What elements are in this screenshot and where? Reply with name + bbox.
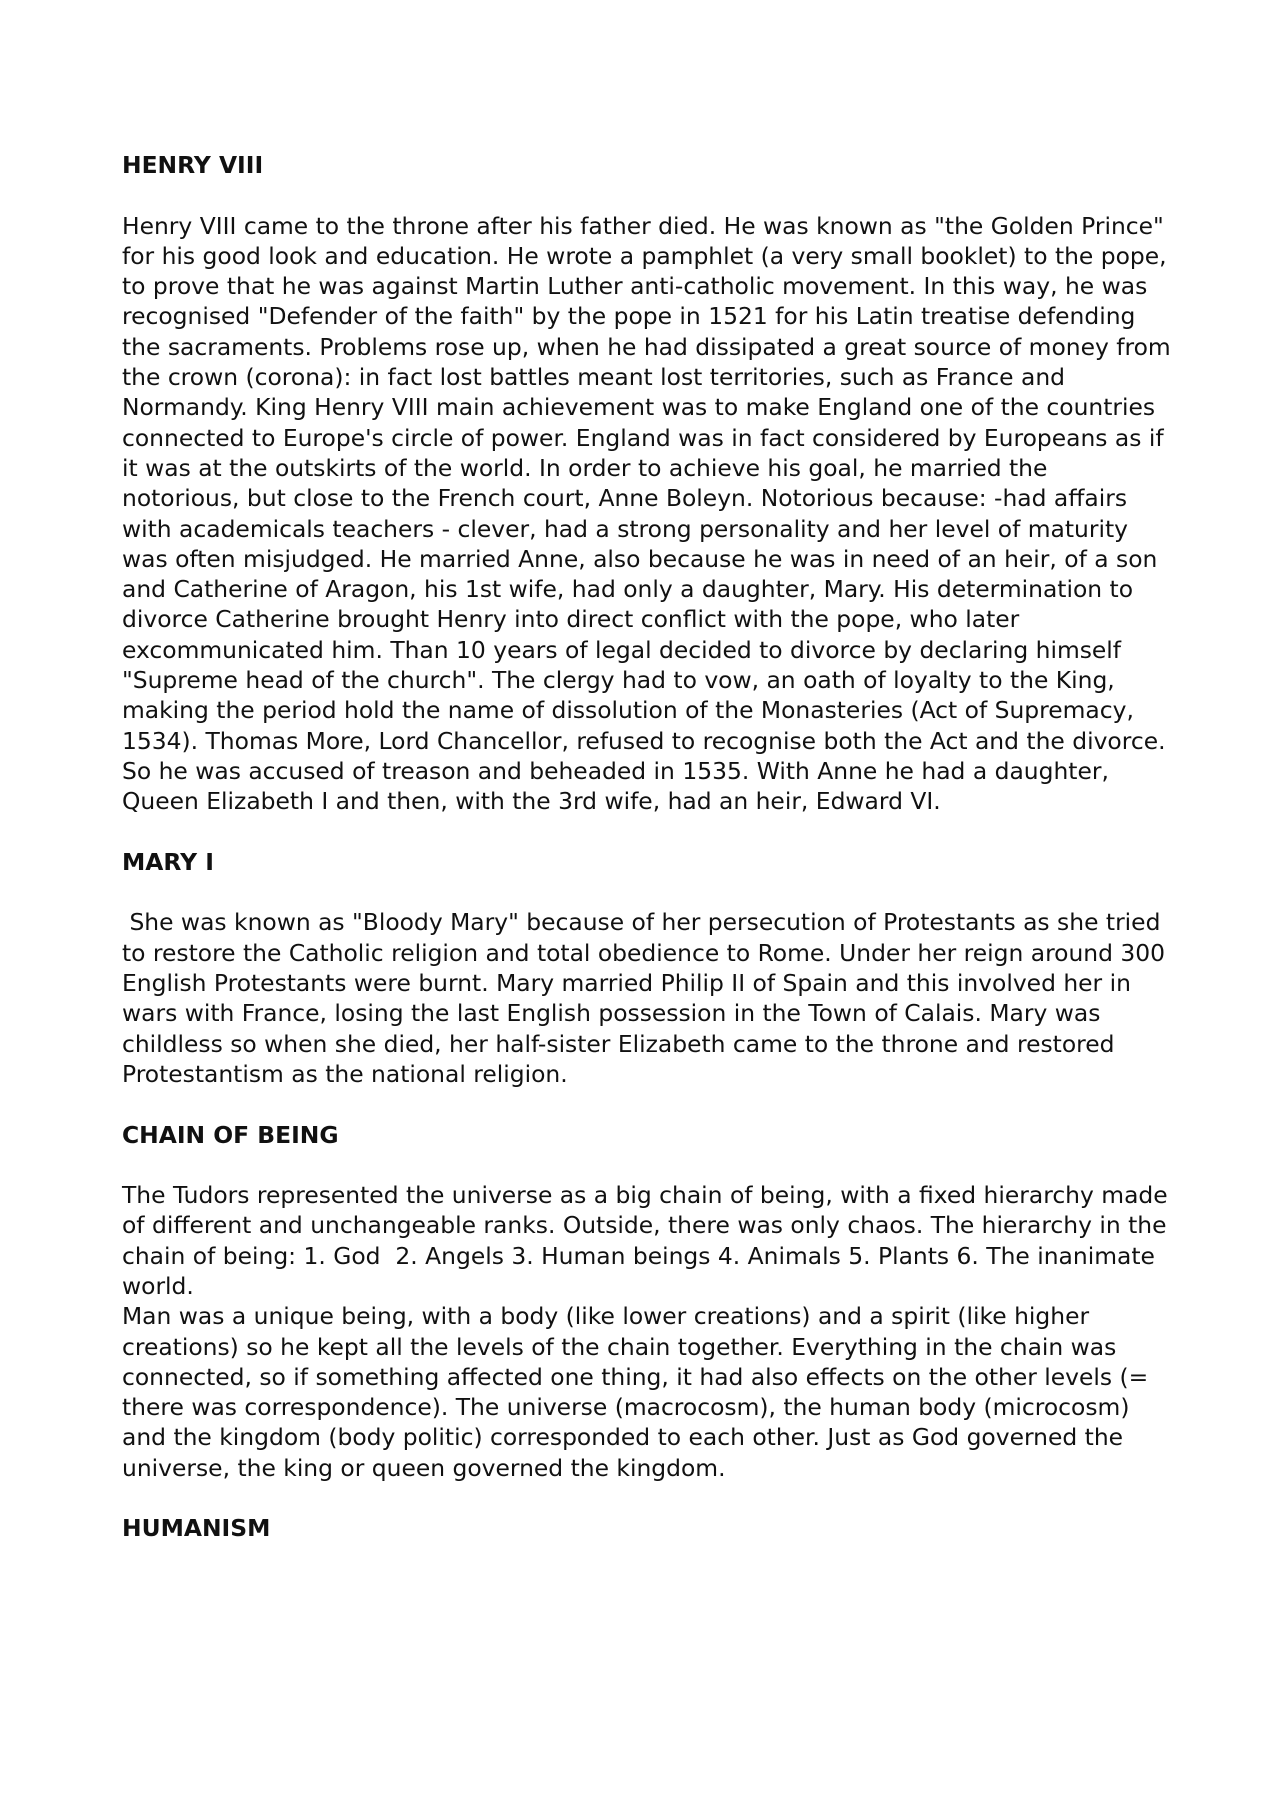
spacer [122,1089,1172,1119]
section-heading-humanism: HUMANISM [122,1514,271,1543]
spacer [122,1483,1172,1513]
section-heading-henry-viii: HENRY VIII [122,151,264,179]
paragraph-chain-of-being-1: The Tudors represented the universe as a big chain of being, with a fixed hierarchy made of different and unchangeable ranks. Outside, there was only chaos. The hierarchy in the chain of being: 1. God 2. Angels 3. Human beings 4. Animals 5. Plants 6. The inanimate world. [122,1181,1176,1300]
spacer [122,877,1172,907]
paragraph-mary-i: She was known as "Bloody Mary" because of her persecution of Protestants as she tried to restore the Catholic religion and total obedience to Rome. Under her reign around 300 English Protestants were burnt. Mary married Philip II of Spain and this involved her in wars with France, losing the last English possession in the Town of Calais. Mary was childless so when she died, her half-sister Elizabeth came to the throne and restored Protestantism as the national religion. [122,908,1173,1088]
paragraph-chain-of-being-2: Man was a unique being, with a body (like lower creations) and a spirit (like higher creations) so he kept all the levels of the chain together. Everything in the chain was connected, so if something affected one thing, it had also effects on the other levels (= there was correspondence). The universe (macrocosm), the human body (microcosm) and the kingdom (body politic) corresponded to each other. Just as God governed the universe, the king or queen governed the kingdom. [122,1302,1156,1482]
spacer [122,1150,1172,1180]
spacer [122,817,1172,847]
document-page [122,150,1179,1544]
paragraph-henry-viii: Henry VIII came to the throne after his father died. He was known as "the Golden Prince" for his good look and education. He wrote a pamphlet (a very small booklet) to the pope, to prove that he was against Martin Luther anti-catholic movement. In this way, he was recognised "Defender of the faith" by the pope in 1521 for his Latin treatise defending the sacraments. Problems rose up, when he had dissipated a great source of money from the crown (corona): in fact lost battles meant lost territories, such as France and Normandy. King Henry VIII main achievement was to make England one of the countries connected to Europe's circle of power. England was in fact considered by Europeans as if it was at the outskirts of the world. In order to achieve his goal, he married the notorious, but close to the French court, Anne Boleyn. Notorious because: -had affairs with academicals teachers - clever, had a strong personality and her level of maturity was often misjudged. He married Anne, also because he was in need of an heir, of a son and Catherine of Aragon, his 1st wife, had only a daughter, Mary. His determination to divorce Catherine brought Henry into direct conflict with the pope, who later excommunicated him. Than 10 years of legal decided to divorce by declaring himself "Supreme head of the church". The clergy had to vow, an oath of loyalty to the King, making the period hold the name of dissolution of the Monasteries (Act of Supremacy, 1534). Thomas More, Lord Chancellor, refused to recognise both the Act and the divorce. So he was accused of treason and beheaded in 1535. With Anne he had a daughter, Queen Elizabeth I and then, with the 3rd wife, had an heir, Edward VI. [122,211,1179,816]
section-heading-mary-i: MARY I [122,847,214,876]
spacer [122,180,1172,210]
section-heading-chain-of-being: CHAIN OF BEING [122,1120,339,1149]
